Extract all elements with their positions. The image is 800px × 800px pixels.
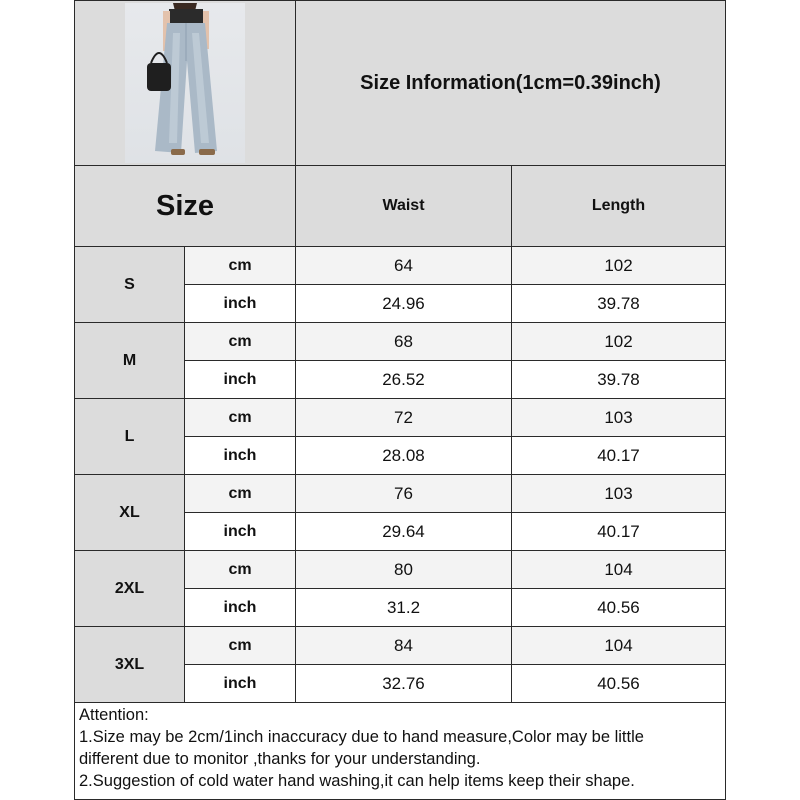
size-info-title: Size Information(1cm=0.39inch) — [295, 0, 726, 166]
waist-value: 28.08 — [295, 436, 512, 475]
attention-notes — [74, 702, 726, 800]
waist-value: 24.96 — [295, 284, 512, 323]
length-value: 40.56 — [511, 664, 726, 703]
unit-cm: cm — [184, 322, 296, 361]
length-value: 40.17 — [511, 512, 726, 551]
unit-inch: inch — [184, 588, 296, 627]
waist-value: 26.52 — [295, 360, 512, 399]
size-label-l: L — [74, 398, 185, 475]
unit-inch: inch — [184, 664, 296, 703]
unit-cm: cm — [184, 626, 296, 665]
size-label-2xl: 2XL — [74, 550, 185, 627]
unit-inch: inch — [184, 360, 296, 399]
size-column-header: Size — [74, 165, 296, 247]
length-column-header: Length — [511, 165, 726, 247]
waist-value: 29.64 — [295, 512, 512, 551]
unit-inch: inch — [184, 436, 296, 475]
length-value: 103 — [511, 474, 726, 513]
waist-value: 32.76 — [295, 664, 512, 703]
attention-line: 1.Size may be 2cm/1inch inaccuracy due to hand measure,Color may be little — [79, 728, 644, 746]
length-value: 103 — [511, 398, 726, 437]
length-value: 39.78 — [511, 284, 726, 323]
waist-value: 31.2 — [295, 588, 512, 627]
unit-inch: inch — [184, 284, 296, 323]
waist-column-header: Waist — [295, 165, 512, 247]
unit-cm: cm — [184, 550, 296, 589]
jeans-model-illustration — [125, 3, 245, 163]
length-value: 102 — [511, 246, 726, 285]
size-label-xl: XL — [74, 474, 185, 551]
length-value: 104 — [511, 626, 726, 665]
length-value: 102 — [511, 322, 726, 361]
size-label-m: M — [74, 322, 185, 399]
size-chart — [74, 0, 726, 800]
attention-heading: Attention: — [79, 706, 149, 724]
length-value: 40.17 — [511, 436, 726, 475]
product-photo-cell — [74, 0, 296, 166]
unit-inch: inch — [184, 512, 296, 551]
unit-cm: cm — [184, 246, 296, 285]
unit-cm: cm — [184, 474, 296, 513]
length-value: 40.56 — [511, 588, 726, 627]
waist-value: 76 — [295, 474, 512, 513]
waist-value: 84 — [295, 626, 512, 665]
waist-value: 68 — [295, 322, 512, 361]
waist-value: 80 — [295, 550, 512, 589]
length-value: 104 — [511, 550, 726, 589]
size-label-3xl: 3XL — [74, 626, 185, 703]
unit-cm: cm — [184, 398, 296, 437]
attention-line: 2.Suggestion of cold water hand washing,it can help items keep their shape. — [79, 772, 635, 790]
product-photo — [125, 3, 245, 163]
length-value: 39.78 — [511, 360, 726, 399]
waist-value: 64 — [295, 246, 512, 285]
waist-value: 72 — [295, 398, 512, 437]
size-label-s: S — [74, 246, 185, 323]
attention-line: different due to monitor ,thanks for your understanding. — [79, 750, 481, 768]
